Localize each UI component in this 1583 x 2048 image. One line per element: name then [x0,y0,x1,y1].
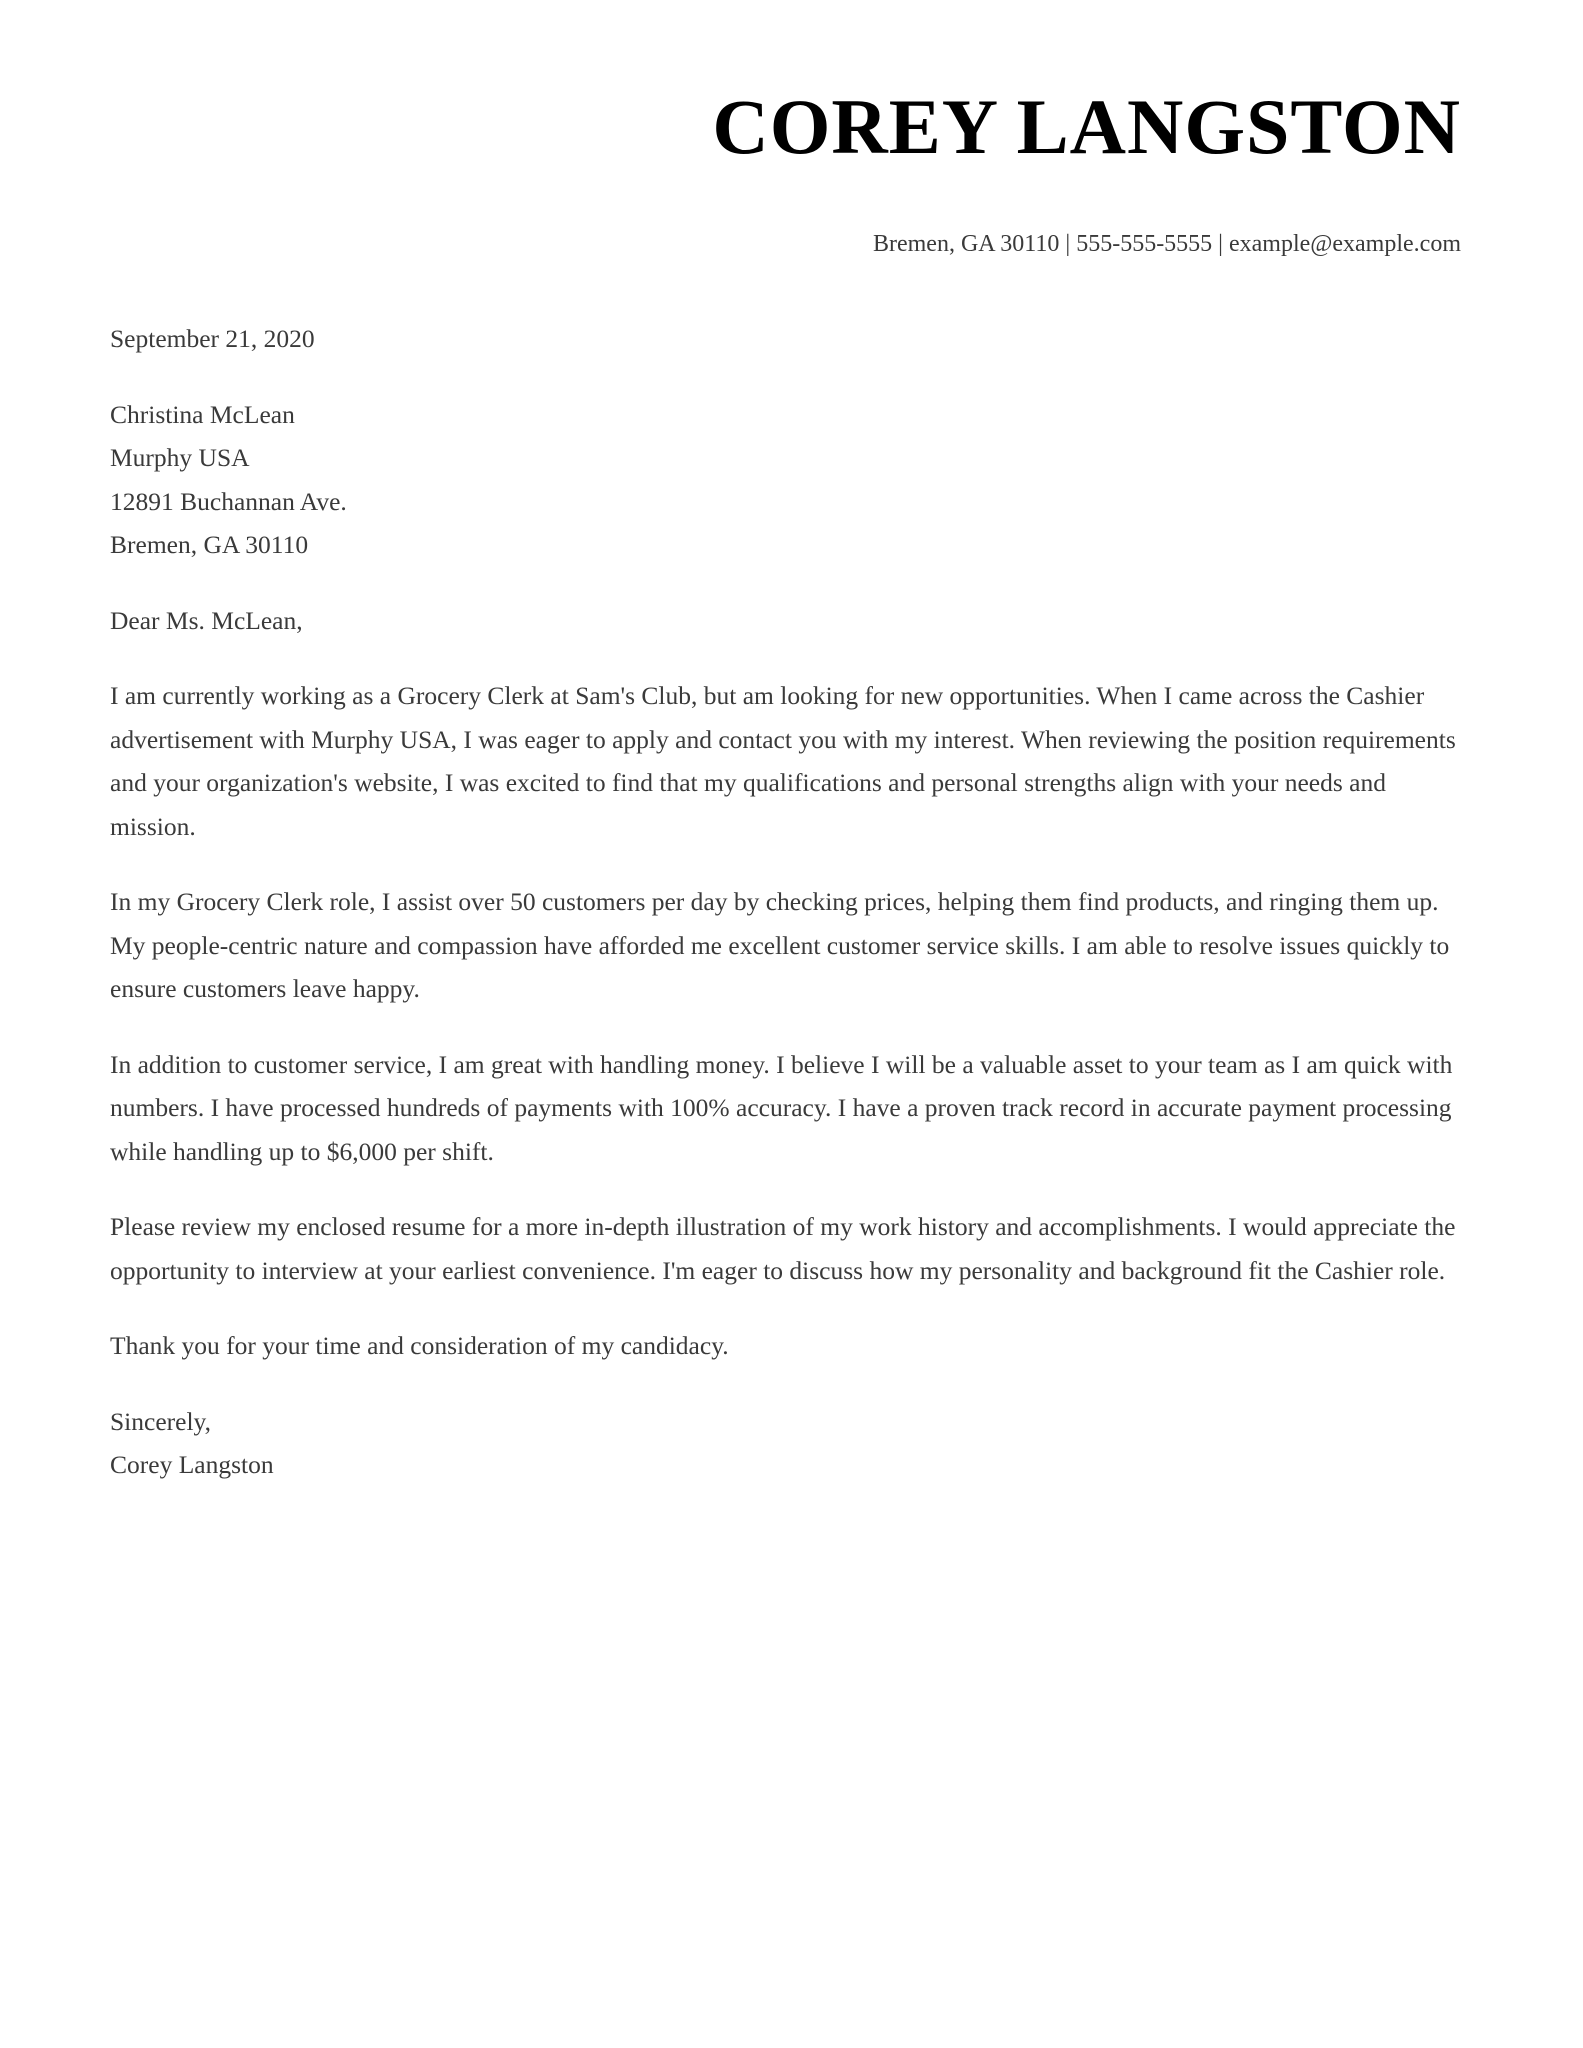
paragraph: Please review my enclosed resume for a more in-depth illustration of my work history and accomplishments. I would appreciate the opportunity to interview at your earliest convenience. I'm eager to discuss how my personality and background fit the Cashier role. [110,1212,1456,1285]
recipient-street: 12891 Buchannan Ave. [110,486,347,516]
recipient-city: Bremen, GA 30110 [110,530,309,559]
paragraph: In addition to customer service, I am great with handling money. I believe I will be a valuable asset to your team as I am quick with numbers. I have processed hundreds of payments with 100% accuracy. I have a proven track record in accurate payment processing while handling up to $6,000 per shift. [110,1049,1453,1166]
salutation: Dear Ms. McLean, [110,605,303,635]
recipient-company: Murphy USA [110,443,250,472]
signature-name: Corey Langston [110,1450,274,1479]
applicant-name-heading: COREY LANGSTON [712,83,1461,170]
paragraph: I am currently working as a Grocery Clerk at Sam's Club, but am looking for new opportunities. When I came across the Cashier advertisement with Murphy USA, I was eager to apply and contact you with my interest. When reviewing the position requirements and your organization's website, I was excited to find that my qualifications and personal strengths align with your needs and mission. [110,681,1456,841]
recipient-address [110,393,1466,567]
letter-paragraphs [110,674,1466,1368]
letter-body [110,317,1466,1487]
contact-info: Bremen, GA 30110 | 555-555-5555 | example@example.com [872,231,1461,257]
valediction: Sincerely, [110,1406,212,1436]
letter-date: September 21, 2020 [110,324,315,353]
paragraph: In my Grocery Clerk role, I assist over 50 customers per day by checking prices, helping them find products, and ringing them up. My people-centric nature and compassion have afforded me excellent customer service skills. I am able to resolve issues quickly to ensure customers leave happy. [110,887,1450,1003]
paragraph: Thank you for your time and consideration of my candidacy. [110,1331,729,1360]
letter-closing [110,1400,1466,1487]
recipient-name: Christina McLean [110,399,295,429]
